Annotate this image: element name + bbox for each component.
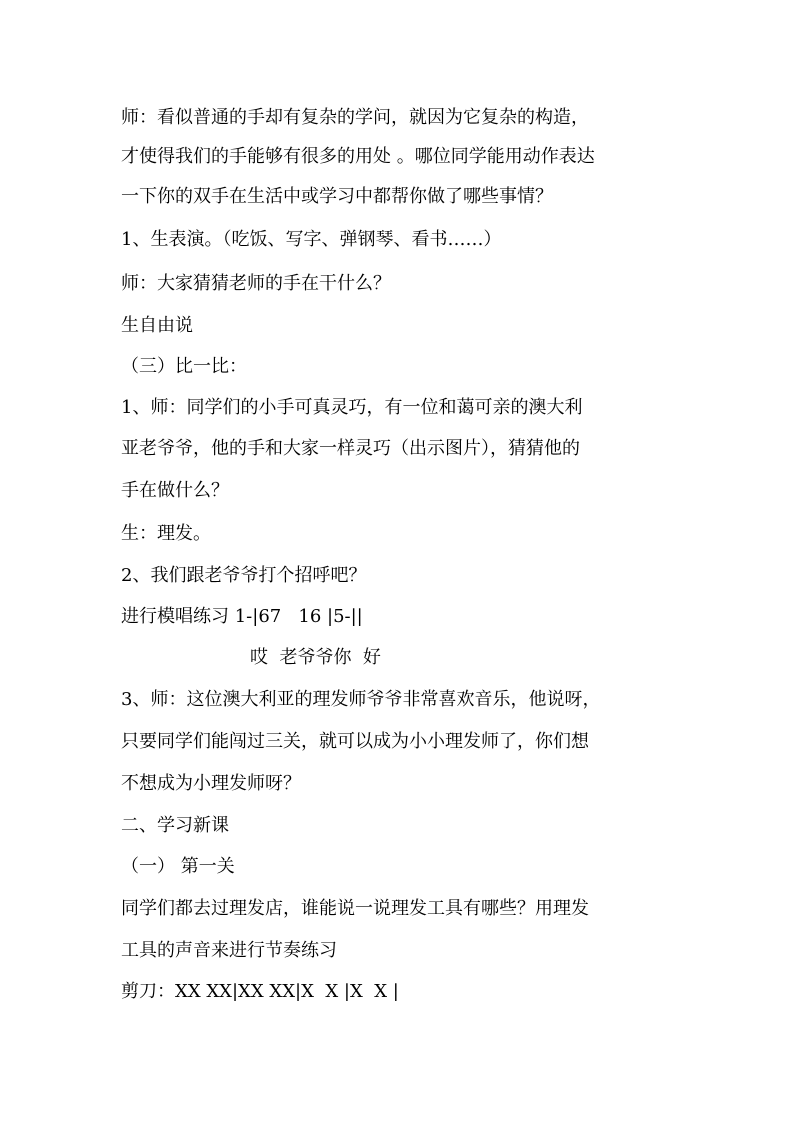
text-line-17: 不想成为小理发师呀？ <box>121 773 301 794</box>
section-heading-new-lesson: 二、学习新课 <box>121 815 229 836</box>
text-line-5: 师：大家猜猜老师的手在干什么？ <box>121 273 391 294</box>
text-line-21: 工具的声音来进行节奏练习 <box>121 940 337 961</box>
rhythm-scissors-notation: 剪刀：XX XX|XX XX|X X |X X | <box>121 981 399 1002</box>
text-line-11: 生：理发。 <box>121 523 211 544</box>
singing-practice-notation: 进行模唱练习 1-|67 16 |5-|| <box>121 606 363 627</box>
section-heading-compare: （三）比一比： <box>121 356 247 377</box>
text-line-1: 师：看似普通的手却有复杂的学问，就因为它复杂的构造， <box>121 107 589 128</box>
singing-practice-lyrics: 哎 老爷爷你 好 <box>250 647 381 668</box>
text-line-3: 一下你的双手在生活中或学习中都帮你做了哪些事情？ <box>121 186 553 207</box>
section-heading-first-level: （一） 第一关 <box>121 856 235 877</box>
text-line-16: 只要同学们能闯过三关，就可以成为小小理发师了，你们想 <box>121 731 589 752</box>
text-line-12: 2、我们跟老爷爷打个招呼吧？ <box>121 565 367 586</box>
text-line-4: 1、生表演。（吃饭、写字、弹钢琴、看书……） <box>121 229 502 250</box>
text-line-10: 手在做什么？ <box>121 480 229 501</box>
text-line-2: 才使得我们的手能够有很多的用处 。哪位同学能用动作表达 <box>121 146 595 167</box>
text-line-20: 同学们都去过理发店，谁能说一说理发工具有哪些？用理发 <box>121 898 589 919</box>
text-line-9: 亚老爷爷，他的手和大家一样灵巧（出示图片），猜猜他的 <box>121 438 580 459</box>
text-line-6: 生自由说 <box>121 315 193 336</box>
text-line-8: 1、师：同学们的小手可真灵巧，有一位和蔼可亲的澳大利 <box>121 397 583 418</box>
text-line-15: 3、师：这位澳大利亚的理发师爷爷非常喜欢音乐，他说呀， <box>121 689 601 710</box>
